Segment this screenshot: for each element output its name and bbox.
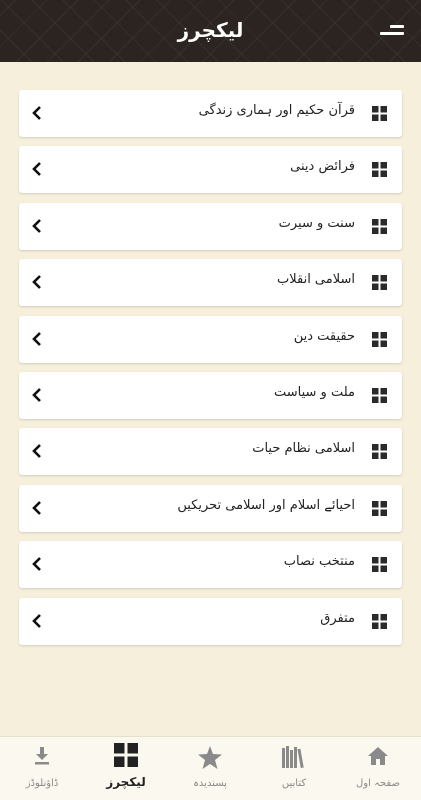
tab-label: پسندیدہ	[193, 778, 227, 789]
category-label: حقیقت دین	[293, 328, 355, 344]
category-item-nizam[interactable]	[19, 428, 402, 475]
category-item-inqilab[interactable]	[19, 259, 402, 306]
category-label: سنت و سیرت	[278, 215, 355, 231]
home-icon	[367, 746, 389, 766]
category-item-sunnat[interactable]	[19, 203, 402, 250]
tab-label: ڈاؤنلوڈز	[25, 778, 59, 789]
grid-icon	[372, 332, 387, 347]
grid-icon	[372, 501, 387, 516]
category-label: فرائض دینی	[290, 159, 355, 175]
tab-label: لیکچرز	[106, 775, 146, 789]
category-label: اسلامی انقلاب	[277, 272, 355, 288]
tab-downloads[interactable]	[0, 737, 84, 800]
chevron-left-icon	[31, 218, 43, 234]
download-icon	[33, 746, 51, 766]
chevron-left-icon	[31, 274, 43, 290]
tab-books[interactable]	[252, 737, 336, 800]
star-icon	[198, 746, 222, 769]
grid-icon	[372, 444, 387, 459]
category-item-nisab[interactable]	[19, 541, 402, 588]
tab-favorites[interactable]	[168, 737, 252, 800]
category-list	[19, 90, 402, 654]
menu-icon[interactable]	[380, 23, 404, 37]
category-label: قرآن حکیم اور ہماری زندگی	[198, 103, 355, 118]
chevron-left-icon	[31, 443, 43, 459]
category-label: منتخب نصاب	[283, 554, 355, 570]
category-label: ملت و سیاست	[273, 384, 355, 400]
tab-label: صفحہ اول	[356, 778, 400, 789]
grid-icon	[372, 106, 387, 121]
chevron-left-icon	[31, 331, 43, 347]
category-item-mutafarriq[interactable]	[19, 598, 402, 645]
category-item-ihya[interactable]	[19, 485, 402, 532]
grid-icon	[372, 614, 387, 629]
category-item-faraiz[interactable]	[19, 146, 402, 193]
grid-icon	[372, 275, 387, 290]
bottom-tab-bar	[0, 736, 421, 800]
category-item-millat[interactable]	[19, 372, 402, 419]
category-label: متفرق	[320, 610, 355, 626]
books-icon	[282, 746, 306, 768]
grid-icon	[372, 557, 387, 572]
tab-lectures[interactable]	[84, 737, 168, 800]
chevron-left-icon	[31, 161, 43, 177]
grid-icon	[372, 388, 387, 403]
chevron-left-icon	[31, 556, 43, 572]
chevron-left-icon	[31, 387, 43, 403]
chevron-left-icon	[31, 500, 43, 516]
grid-icon	[372, 219, 387, 234]
grid-icon	[114, 743, 138, 767]
chevron-left-icon	[31, 613, 43, 629]
category-item-haqiqat[interactable]	[19, 316, 402, 363]
app-header	[0, 0, 421, 62]
category-label: اسلامی نظام حیات	[252, 441, 355, 457]
grid-icon	[372, 162, 387, 177]
page-title: لیکچرز	[177, 18, 244, 42]
chevron-left-icon	[31, 105, 43, 121]
category-item-quran[interactable]	[19, 90, 402, 137]
category-label: احیائے اسلام اور اسلامی تحریکیں	[177, 497, 355, 513]
tab-label: کتابیں	[281, 778, 307, 789]
tab-home[interactable]	[336, 737, 420, 800]
